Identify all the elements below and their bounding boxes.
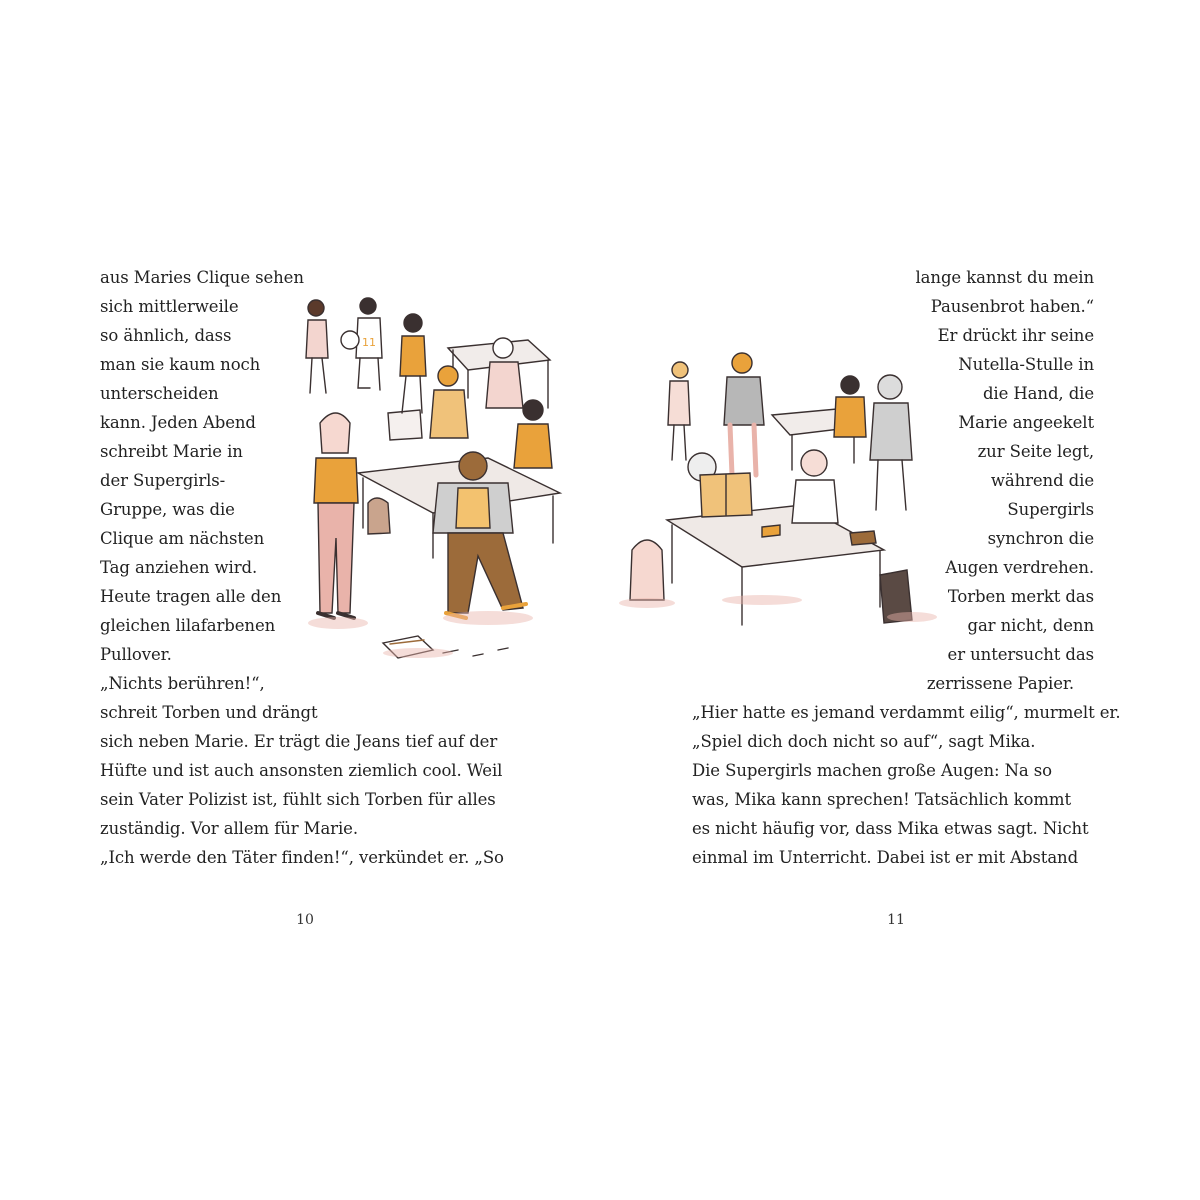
text-line: synchron die [987,529,1094,548]
text-line: Hüfte und ist auch ansonsten ziemlich cool. Weil [100,761,503,780]
text-line: der Supergirls- [100,471,226,490]
text-line: zerrissene Papier. [926,674,1074,693]
text-line: sein Vater Polizist ist, fühlt sich Torben für alles [100,790,496,809]
text-line: es nicht häufig vor, dass Mika etwas sagt. Nicht [692,819,1089,838]
text-line: gleichen lilafarbenen [100,616,276,635]
text-line: lange kannst du mein [915,268,1094,287]
text-line: schreibt Marie in [100,442,243,461]
text-line: schreit Torben und drängt [100,703,318,722]
text-line: Torben merkt das [947,587,1094,606]
text-line: man sie kaum noch [100,355,261,374]
text-line: zuständig. Vor allem für Marie. [100,819,358,838]
text-line: unterscheiden [100,384,219,403]
page-number: 10 [296,912,314,928]
text-line: aus Maries Clique sehen [100,268,304,287]
illustration-clique-scene [298,288,560,668]
text-line: sich mittlerweile [100,297,239,316]
text-line: Supergirls [1007,500,1094,519]
text-line: während die [990,471,1094,490]
text-line: so ähnlich, dass [100,326,232,345]
illustration-table-scene [622,345,942,630]
text-line: gar nicht, denn [967,616,1094,635]
text-line: „Ich werde den Täter finden!“, verkündet er. „So [100,848,504,867]
text-line: kann. Jeden Abend [100,413,256,432]
text-line: Pausenbrot haben.“ [930,297,1094,316]
text-line: was, Mika kann sprechen! Tatsächlich kommt [692,790,1072,809]
text-line: er untersucht das [947,645,1094,664]
text-line: Er drückt ihr seine [937,326,1094,345]
text-line: Tag anziehen wird. [100,558,258,577]
text-line: Augen verdrehen. [945,558,1094,577]
text-line: sich neben Marie. Er trägt die Jeans tief auf der [100,732,498,751]
text-line: „Hier hatte es jemand verdammt eilig“, murmelt er. [692,703,1121,722]
text-line: „Spiel dich doch nicht so auf“, sagt Mika. [692,732,1036,751]
text-line: Marie angeekelt [958,413,1094,432]
text-line: Gruppe, was die [100,500,235,519]
text-line: einmal im Unterricht. Dabei ist er mit Abstand [692,848,1079,867]
text-line: zur Seite legt, [977,442,1094,461]
text-line: Pullover. [100,645,172,664]
text-line: Heute tragen alle den [100,587,282,606]
table-drawing [622,345,942,630]
page-number: 11 [887,912,905,928]
text-line: Die Supergirls machen große Augen: Na so [692,761,1052,780]
svg-text:11: 11 [362,336,376,349]
text-line: Nutella-Stulle in [958,355,1094,374]
text-line: die Hand, die [982,384,1094,403]
right-page [600,0,1200,1200]
text-line: „Nichts berühren!“, [100,674,265,693]
classroom-drawing [298,288,560,668]
text-line: Clique am nächsten [100,529,265,548]
